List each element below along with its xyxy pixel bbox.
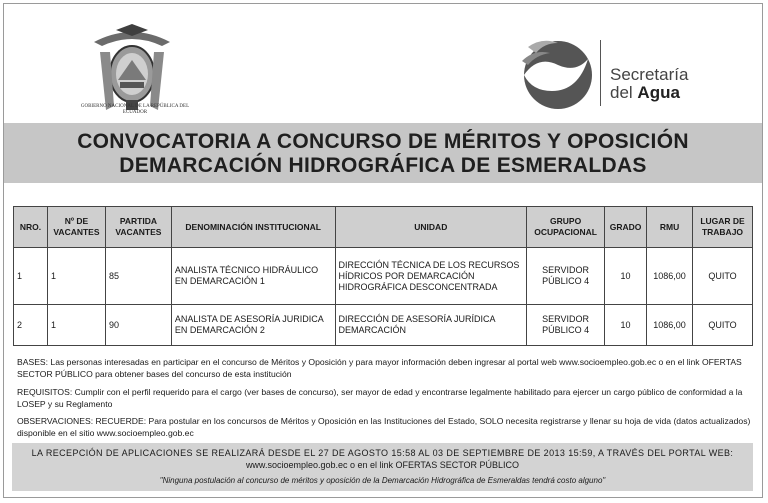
cell-lugar: QUITO	[693, 305, 753, 346]
header	[4, 4, 762, 120]
table-row	[14, 305, 753, 346]
cell-vacantes: 1	[47, 248, 105, 305]
note-bases: BASES: Las personas interesadas en participar en el concurso de Méritos y Oposición y para mayor información deben ingresar al portal web www.socioempleo.gob.ec o en el link OFERTAS SECTOR PÚBLICO para obtener bases del concurso de esta institución	[17, 357, 742, 379]
col-denominacion: DENOMINACIÓN INSTITUCIONAL	[171, 207, 335, 248]
col-partida: PARTIDA VACANTES	[105, 207, 171, 248]
title-line-2: DEMARCACIÓN HIDROGRÁFICA DE ESMERALDAS	[119, 154, 647, 177]
title-line-1: CONVOCATORIA A CONCURSO DE MÉRITOS Y OPOSICIÓN	[77, 130, 689, 153]
logo-divider	[600, 40, 601, 106]
cell-partida: 85	[105, 248, 171, 305]
col-lugar: LUGAR DE TRABAJO	[693, 207, 753, 248]
footer-line-1: LA RECEPCIÓN DE APLICACIONES SE REALIZARÁ DESDE EL 27 DE AGOSTO 15:58 AL 03 DE SEPTIEMBRE DE 2013 15:59, A TRAVÉS DEL PORTAL WEB:	[31, 448, 734, 458]
cell-lugar: QUITO	[693, 248, 753, 305]
cell-unidad: DIRECCIÓN TÉCNICA DE LOS RECURSOS HÍDRICOS POR DEMARCACIÓN HIDROGRÁFICA DESCONCENTRADA	[335, 248, 527, 305]
cell-rmu: 1086,00	[647, 248, 693, 305]
note-requisitos: REQUISITOS: Cumplir con el perfil requerido para el cargo (ver bases de concurso), ser mayor de edad y encontrarse legalmente habilitado para ejercer un cargo público de conformidad a la LOSEP y su Reglamento	[17, 387, 743, 409]
cell-unidad: DIRECCIÓN DE ASESORÍA JURÍDICA DEMARCACIÓN	[335, 305, 527, 346]
col-rmu: RMU	[647, 207, 693, 248]
cell-grado: 10	[605, 248, 647, 305]
cell-rmu: 1086,00	[647, 305, 693, 346]
col-num-vacantes: Nº DE VACANTES	[47, 207, 105, 248]
table-row	[14, 248, 753, 305]
cell-nro: 1	[14, 248, 48, 305]
logo-wordmark	[610, 66, 688, 102]
logo-line-2-prefix: del	[610, 83, 633, 102]
logo-line-1: Secretaría	[610, 65, 689, 84]
footer-line-2: www.socioempleo.gob.ec o en el link OFERTAS SECTOR PÚBLICO	[245, 460, 520, 470]
cell-nro: 2	[14, 305, 48, 346]
cell-partida: 90	[105, 305, 171, 346]
col-nro: NRO.	[14, 207, 48, 248]
col-grupo: GRUPO OCUPACIONAL	[527, 207, 605, 248]
logo-line-2	[610, 84, 688, 102]
cell-grupo: SERVIDOR PÚBLICO 4	[527, 305, 605, 346]
cell-vacantes: 1	[47, 305, 105, 346]
col-grado: GRADO	[605, 207, 647, 248]
cell-denominacion: ANALISTA DE ASESORÍA JURIDICA EN DEMARCACIÓN 2	[171, 305, 335, 346]
cell-denominacion: ANALISTA TÉCNICO HIDRÁULICO EN DEMARCACIÓN 1	[171, 248, 335, 305]
footer-line-3: "Ninguna postulación al concurso de méritos y oposición de la Demarcación Hidrográfica de Esmeraldas tendrá costo alguno"	[159, 476, 606, 485]
note-observaciones: OBSERVACIONES: RECUERDE: Para postular en los concursos de Méritos y Oposición en las Instituciones del Estado, SOLO necesita registrarse y llenar su hoja de vida (datos actualizados) disponible en el sitio www.socioempleo.gob.ec	[17, 416, 751, 438]
cell-grupo: SERVIDOR PÚBLICO 4	[527, 248, 605, 305]
table-header-row	[14, 207, 753, 248]
secretaria-agua-logo-icon	[518, 35, 600, 111]
cell-grado: 10	[605, 305, 647, 346]
title-banner	[4, 123, 762, 183]
col-unidad: UNIDAD	[335, 207, 527, 248]
vacancies-table	[13, 206, 753, 346]
logo-line-2-bold: Agua	[637, 83, 680, 102]
crest-caption: GOBIERNO NACIONAL DE LA REPÚBLICA DEL ECUADOR	[80, 104, 190, 115]
footer-banner	[12, 443, 753, 491]
